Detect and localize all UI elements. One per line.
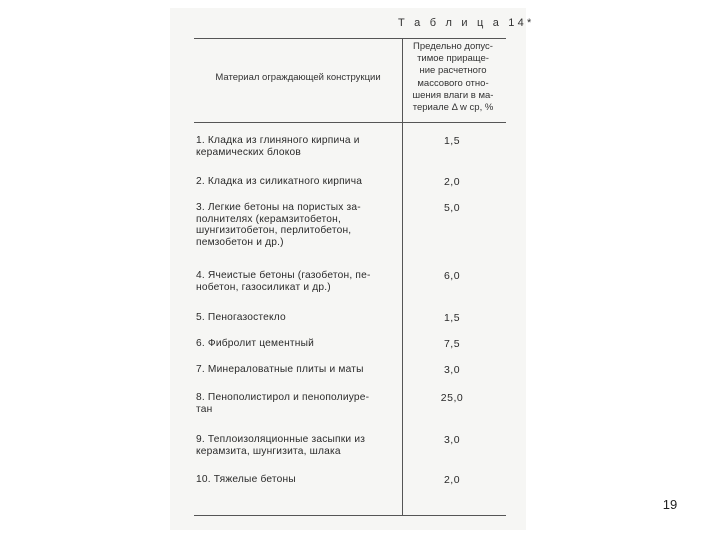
row-label: 3. Легкие бетоны на пористых за- полнителях (керамзитобетон, шунгизитобетон, перлитобетон, пемзобетон и др.) xyxy=(196,202,361,248)
table-bottom-rule xyxy=(194,515,506,516)
row-value: 2,0 xyxy=(443,474,461,486)
row-value: 25,0 xyxy=(440,392,464,404)
row-value: 1,5 xyxy=(443,312,461,324)
row-label: 2. Кладка из силикатного кирпича xyxy=(196,176,363,187)
row-value: 3,0 xyxy=(443,364,461,376)
header-limit: Предельно допус- тимое прираще- ние расчетного массового отно- шения влаги в ма- териале Δ w ср, % xyxy=(412,41,494,114)
row-label: 8. Пенополистирол и пенополиуре- тан xyxy=(196,392,370,415)
row-label: 9. Теплоизоляционные засыпки из керамзита, шунгизита, шлака xyxy=(196,434,366,457)
row-label: 7. Минераловатные плиты и маты xyxy=(196,364,364,375)
table-column-divider xyxy=(402,38,403,516)
row-value: 3,0 xyxy=(443,434,461,446)
row-value: 1,5 xyxy=(443,135,461,147)
table-header-rule xyxy=(194,122,506,123)
table-top-rule xyxy=(194,38,506,39)
row-label: 1. Кладка из глиняного кирпича и керамических блоков xyxy=(196,135,360,158)
row-value: 7,5 xyxy=(443,338,461,350)
table-caption: Т а б л и ц а 14* xyxy=(398,17,535,29)
row-label: 4. Ячеистые бетоны (газобетон, пе- нобетон, газосиликат и др.) xyxy=(196,270,371,293)
row-label: 10. Тяжелые бетоны xyxy=(196,474,296,485)
row-value: 2,0 xyxy=(443,176,461,188)
row-label: 5. Пеногазостекло xyxy=(196,312,286,323)
row-label: 6. Фибролит цементный xyxy=(196,338,315,349)
page-number: 19 xyxy=(662,497,678,512)
header-material: Материал ограждающей конструкции xyxy=(215,72,381,83)
row-value: 5,0 xyxy=(443,202,461,214)
row-value: 6,0 xyxy=(443,270,461,282)
